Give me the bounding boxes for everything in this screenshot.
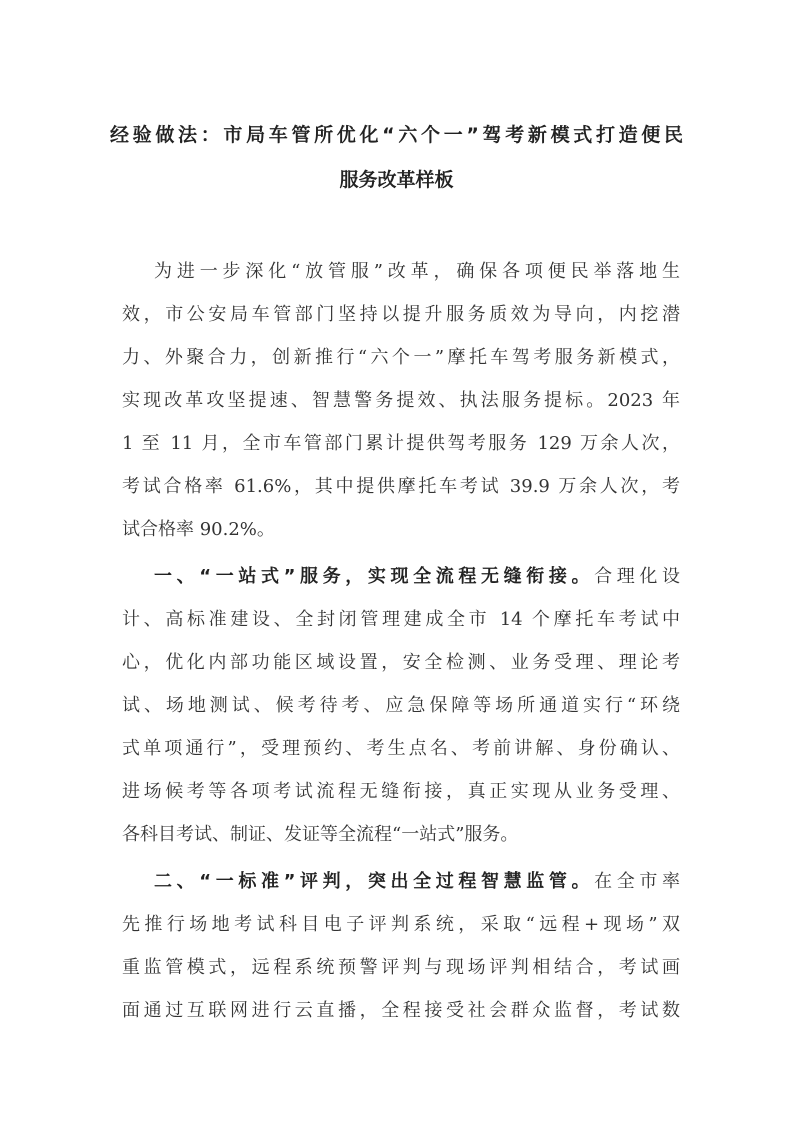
text-line: 重监管模式，远程系统预警评判与现场评判相结合，考试画: [122, 957, 680, 978]
text-line: 力、外聚合力，创新推行“六个一”摩托车驾考服务新模式，: [122, 347, 680, 368]
section-2-paragraph: [122, 860, 680, 1032]
text-line: 式单项通行”，受理预约、考生点名、考前讲解、身份确认、: [122, 738, 680, 759]
text-line: 为进一步深化“放管服”改革，确保各项便民举落地生: [154, 261, 680, 282]
section-2-text: 在全市率: [594, 871, 680, 892]
text-line: 考试合格率 61.6%，其中提供摩托车考试 39.9 万余人次，考: [122, 476, 680, 497]
text-line: 计、高标准建设、全封闭管理建成全市 14 个摩托车考试中: [122, 609, 680, 630]
section-1-text: 合理化设: [594, 566, 680, 587]
text-line: 试合格率 90.2%。: [122, 519, 275, 540]
section-1-heading: 一、“一站式”服务，实现全流程无缝衔接。: [154, 566, 595, 587]
intro-paragraph: [122, 250, 680, 551]
text-line: 心，优化内部功能区域设置，安全检测、业务受理、理论考: [122, 652, 680, 673]
title-line-1: 经验做法：市局车管所优化“六个一”驾考新模式打造便民: [110, 124, 683, 146]
text-line: 1 至 11 月，全市车管部门累计提供驾考服务 129 万余人次，: [122, 433, 680, 454]
text-line: 试、场地测试、候考待考、应急保障等场所通道实行“环绕: [122, 695, 680, 716]
text-line: 效，市公安局车管部门坚持以提升服务质效为导向，内挖潜: [122, 304, 680, 325]
text-line: 进场候考等各项考试流程无缝衔接，真正实现从业务受理、: [122, 781, 680, 802]
document-title: [110, 113, 683, 203]
title-line-2: 服务改革样板: [339, 169, 454, 191]
text-line: 实现改革攻坚提速、智慧警务提效、执法服务提标。2023 年: [122, 390, 680, 411]
text-line: [122, 860, 680, 903]
text-line: 面通过互联网进行云直播，全程接受社会群众监督，考试数: [122, 1000, 680, 1021]
text-line: 先推行场地考试科目电子评判系统，采取“远程+现场”双: [122, 914, 680, 935]
text-line: 各科目考试、制证、发证等全流程“一站式”服务。: [122, 824, 519, 845]
document-body: [122, 250, 680, 1036]
section-2-heading: 二、“一标准”评判，突出全过程智慧监管。: [154, 871, 595, 892]
section-1-paragraph: [122, 555, 680, 856]
text-line: [122, 555, 680, 598]
